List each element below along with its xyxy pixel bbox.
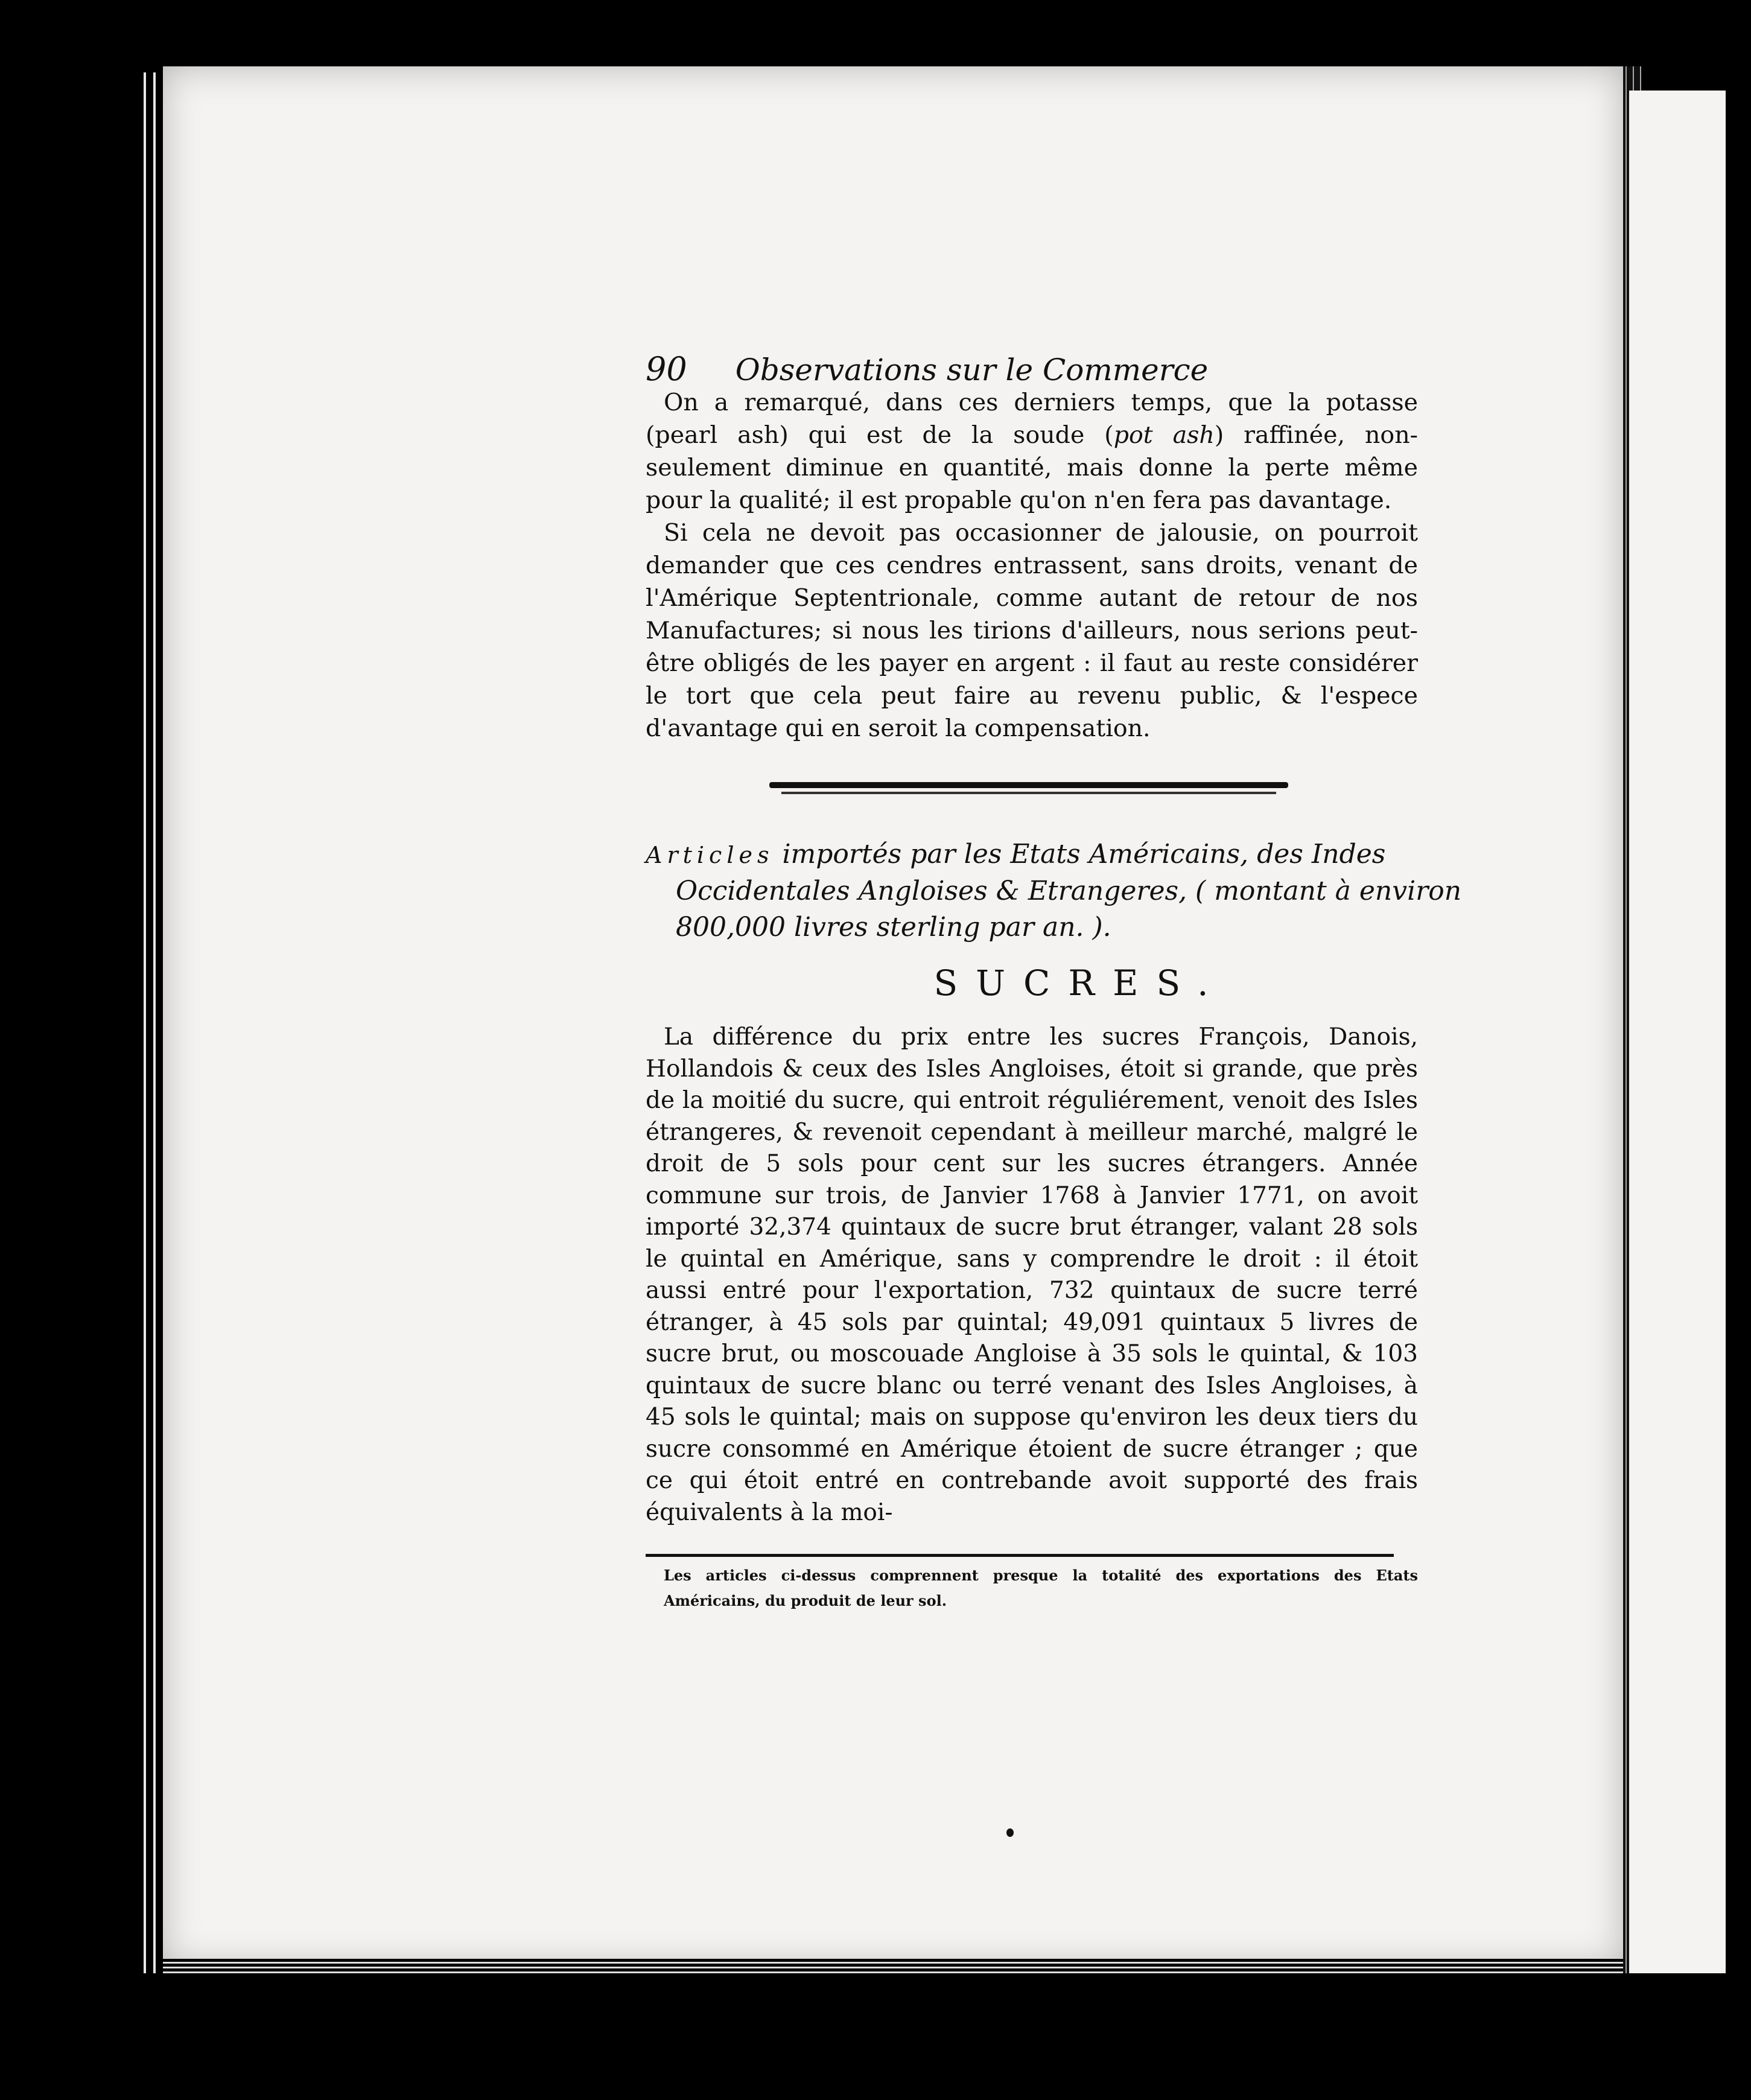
running-title: Observations sur le Commerce: [735, 352, 1209, 387]
section-title: SUCRES.: [933, 962, 1227, 1004]
paragraph-jalousie: Si cela ne devoit pas occasionner de jalousie, on pourroit demander que ces cendres entrassent, sans droits, venant de l'Amérique Septentrionale, comme autant de retour de nos Manufactures; si nous les tirions d'ailleurs, nous serions peut-être obligés de les payer en argent : il faut au reste considérer le tort que cela peut faire au revenu public, & l'espece d'avantage qui en seroit la compensation.: [646, 519, 1418, 742]
paragraph-sucres: La différence du prix entre les sucres François, Danois, Hollandois & ceux des Isles Angloises, étoit si grande, que près de la moitié du sucre, qui entroit réguliérement, venoit des Isles étrangeres, & revenoit cependant à meilleur marché, malgré le droit de 5 sols pour cent sur les sucres étrangers. Année commune sur trois, de Janvier 1768 à Janvier 1771, on avoit importé 32,374 quintaux de sucre brut étranger, valant 28 sols le quintal en Amérique, sans y comprendre le droit : il étoit aussi entré pour l'exportation, 732 quintaux de sucre terré étranger, à 45 sols par quintal; 49,091 quintaux 5 livres de sucre brut, ou moscouade Angloise à 35 sols le quintal, & 103 quintaux de sucre blanc ou terré venant des Isles Angloises, à 45 sols le quintal; mais on suppose qu'environ les deux tiers du sucre consommé en Amérique étoient de sucre étranger ; que ce qui étoit entré en contrebande avoit supporté des frais équivalents à la moi-: [646, 1023, 1418, 1526]
articles-heading-line: Occidentales Angloises & Etrangeres, ( montant à environ: [676, 876, 1462, 906]
ink-dot: [1006, 1828, 1014, 1837]
articles-heading-lead: Articles: [646, 842, 774, 868]
articles-heading-text: importés par les Etats Américains, des Indes: [782, 839, 1386, 870]
section-divider: [769, 782, 1288, 788]
section-divider-thin: [781, 792, 1276, 794]
running-header: [646, 350, 1418, 386]
paragraph-potasse: [646, 386, 1418, 517]
footnote-rule: [646, 1554, 1394, 1557]
paragraph-italic: pot ash: [1113, 421, 1215, 449]
facing-page-edge: [1629, 91, 1726, 1973]
page-edge-bottom: [163, 1958, 1623, 1976]
footnote: Les articles ci-dessus comprennent presque la totalité des exportations des Etats Américains, du produit de leur sol.: [664, 1567, 1418, 1609]
articles-heading-line: [646, 836, 1418, 873]
paragraph-text: On a remarqué, dans ces derniers temps, que la potasse (pearl ash) qui est de la soude (: [646, 389, 1418, 449]
page-number: 90: [646, 350, 687, 388]
page-text: [646, 350, 1462, 1614]
articles-heading: [646, 836, 1462, 946]
paragraph-text: ) raffinée, non-seulement diminue en quantité, mais donne la perte même pour la qualité; il est propable qu'on n'en fera pas davantage.: [646, 421, 1419, 514]
page-edge-left: [140, 72, 164, 1973]
articles-heading-line: 800,000 livres sterling par an. ).: [676, 912, 1111, 943]
